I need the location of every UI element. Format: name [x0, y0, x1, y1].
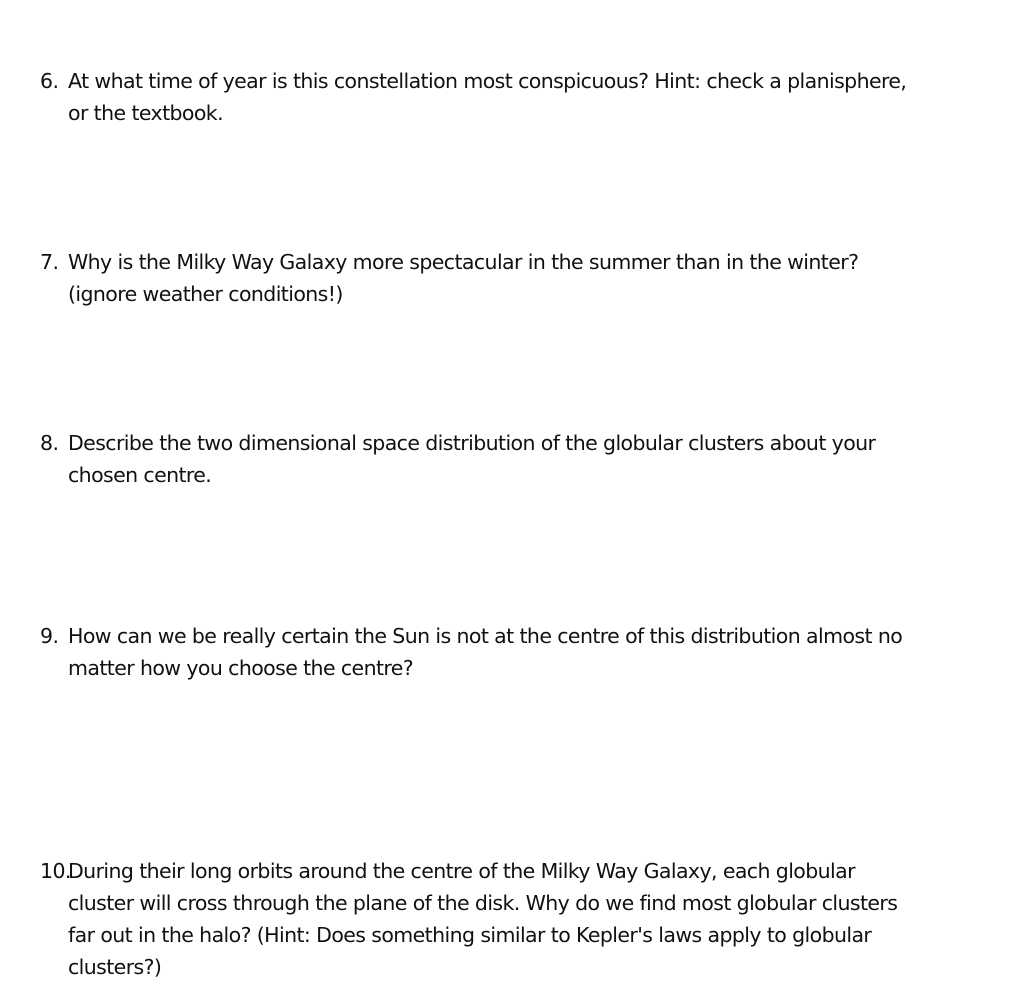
- question-9: [40, 620, 1010, 684]
- question-text-line: How can we be really certain the Sun is not at the centre of this distribution almost no: [68, 624, 903, 648]
- question-number: 8.: [40, 431, 59, 455]
- question-text-line: During their long orbits around the centre of the Milky Way Galaxy, each globular: [68, 859, 855, 883]
- question-number: 7.: [40, 250, 59, 274]
- question-text-line: Why is the Milky Way Galaxy more spectacular in the summer than in the winter?: [68, 250, 859, 274]
- question-number: 9.: [40, 624, 59, 648]
- question-text-line: far out in the halo? (Hint: Does something similar to Kepler's laws apply to globular: [68, 923, 872, 947]
- question-text-line: Describe the two dimensional space distribution of the globular clusters about your: [68, 431, 876, 455]
- question-text-line: or the textbook.: [68, 101, 223, 125]
- question-text-line: chosen centre.: [68, 463, 212, 487]
- question-text-line: At what time of year is this constellation most conspicuous? Hint: check a planisphere,: [68, 69, 907, 93]
- question-8: [40, 427, 1010, 491]
- question-text-line: (ignore weather conditions!): [68, 282, 343, 306]
- question-number: 10.: [40, 859, 71, 883]
- question-10: [40, 855, 1010, 983]
- question-number: 6.: [40, 69, 59, 93]
- question-text-line: cluster will cross through the plane of the disk. Why do we find most globular clusters: [68, 891, 898, 915]
- question-7: [40, 246, 1010, 310]
- question-6: [40, 65, 1010, 129]
- question-text-line: matter how you choose the centre?: [68, 656, 414, 680]
- question-text-line: clusters?): [68, 955, 162, 979]
